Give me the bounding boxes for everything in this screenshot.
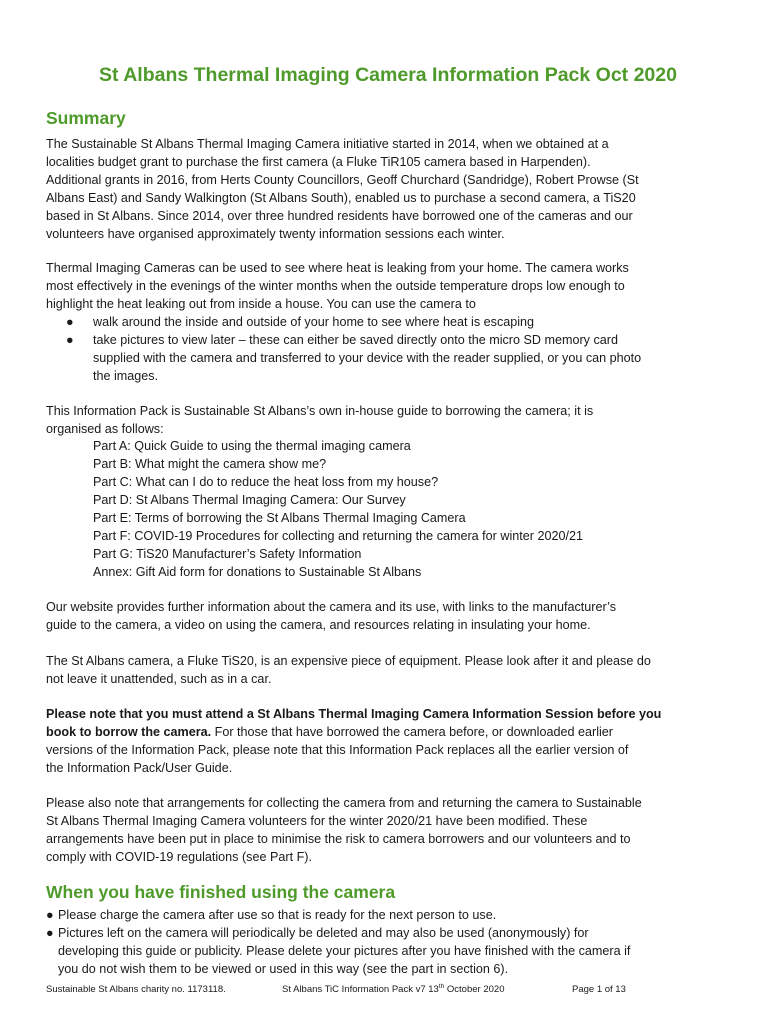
text-line: Thermal Imaging Cameras can be used to see where heat is leaking from your home. The camera works: [46, 261, 629, 275]
camera-uses-list: [46, 313, 730, 385]
text-line: based in St Albans. Since 2014, over three hundred residents have borrowed one of the cameras and our: [46, 209, 633, 223]
text-line: supplied with the camera and transferred to your device with the reader supplied, or you can photo: [93, 351, 642, 365]
text-line: not leave it unattended, such as in a car.: [46, 672, 272, 686]
text-line: take pictures to view later – these can either be saved directly onto the micro SD memory card: [93, 333, 618, 347]
text-line: developing this guide or publicity. Please delete your pictures after you have finished with the camera if: [58, 944, 631, 958]
footer-charity: Sustainable St Albans charity no. 1173118.: [46, 984, 226, 995]
text-line: guide to the camera, a video on using the camera, and resources relating in insulating your home.: [46, 618, 591, 632]
bullet-icon: ●: [46, 908, 54, 922]
text-line: versions of the Information Pack, please note that this Information Pack replaces all the earlier version of: [46, 743, 629, 757]
finished-heading: When you have finished using the camera: [46, 882, 396, 902]
text-line: The Sustainable St Albans Thermal Imaging Camera initiative started in 2014, when we obtained at a: [46, 137, 609, 151]
website-paragraph: [46, 598, 730, 634]
text-line: walk around the inside and outside of your home to see where heat is escaping: [93, 315, 535, 329]
list-item: Part F: COVID-19 Procedures for collecting and returning the camera for winter 2020/21: [93, 529, 583, 543]
info-session-notice: [46, 705, 730, 777]
text-line: Pictures left on the camera will periodically be deleted and may also be used (anonymously) for: [58, 926, 589, 940]
list-item: Part E: Terms of borrowing the St Albans Thermal Imaging Camera: [93, 511, 466, 525]
text-line: [46, 705, 730, 723]
list-item: Part G: TiS20 Manufacturer’s Safety Information: [93, 547, 362, 561]
summary-paragraph-2: [46, 259, 730, 313]
finished-list: [46, 906, 730, 978]
text-line: Please charge the camera after use so that is ready for the next person to use.: [58, 908, 497, 922]
text-line: This Information Pack is Sustainable St Albans’s own in-house guide to borrowing the camera; it is: [46, 404, 594, 418]
text-line: localities budget grant to purchase the first camera (a Fluke TiR105 camera based in Harpenden).: [46, 155, 591, 169]
covid-arrangements-paragraph: [46, 794, 730, 866]
text-line: you do not wish them to be viewed or used in this way (see the part in section 6).: [58, 962, 509, 976]
list-item: Part C: What can I do to reduce the heat loss from my house?: [93, 475, 439, 489]
footer-doc-suffix: October 2020: [444, 984, 505, 995]
list-item: [46, 924, 730, 978]
text-line: [46, 723, 730, 741]
summary-paragraph-1: [46, 135, 730, 243]
text-line: Please also note that arrangements for collecting the camera from and returning the camera to Sustainable: [46, 796, 642, 810]
text-line: Additional grants in 2016, from Herts County Councillors, Geoff Churchard (Sandridge), Robert Prowse (St: [46, 173, 639, 187]
bold-notice: book to borrow the camera.: [46, 725, 212, 739]
text-line: volunteers have organised approximately twenty information sessions each winter.: [46, 227, 505, 241]
text-line: arrangements have been put in place to minimise the risk to camera borrowers and our volunteers and to: [46, 832, 631, 846]
text-line: Albans East) and Sandy Walkington (St Albans South), enabled us to purchase a second camera, a TiS20: [46, 191, 636, 205]
list-item: Part D: St Albans Thermal Imaging Camera: Our Survey: [93, 493, 406, 507]
footer-page-number: Page 1 of 13: [572, 984, 626, 995]
bold-notice: Please note that you must attend a St Albans Thermal Imaging Camera Information Session before you: [46, 707, 662, 721]
text-line: organised as follows:: [46, 422, 164, 436]
bullet-icon: ●: [66, 315, 74, 329]
camera-care-paragraph: [46, 652, 730, 688]
text-line: Our website provides further information about the camera and its use, with links to the manufacturer’s: [46, 600, 617, 614]
text-line: the images.: [93, 369, 159, 383]
bullet-icon: ●: [46, 926, 54, 940]
summary-heading: Summary: [46, 108, 126, 128]
footer-doc-prefix: St Albans TiC Information Pack v7 13: [282, 984, 439, 995]
notice-text: For those that have borrowed the camera before, or downloaded earlier: [211, 725, 613, 739]
text-line: comply with COVID-19 regulations (see Part F).: [46, 850, 312, 864]
text-line: St Albans Thermal Imaging Camera volunteers for the winter 2020/21 have been modified. These: [46, 814, 588, 828]
page-title: St Albans Thermal Imaging Camera Information Pack Oct 2020: [99, 64, 677, 86]
list-item: Annex: Gift Aid form for donations to Sustainable St Albans: [93, 565, 422, 579]
bullet-icon: ●: [66, 333, 74, 347]
footer-document-version: [282, 984, 504, 995]
text-line: the Information Pack/User Guide.: [46, 761, 233, 775]
pack-parts-list: [93, 437, 583, 581]
list-item: Part B: What might the camera show me?: [93, 457, 327, 471]
text-line: highlight the heat leaking out from inside a house. You can use the camera to: [46, 297, 476, 311]
text-line: most effectively in the evenings of the winter months when the outside temperature drops low enough to: [46, 279, 625, 293]
footer-doc-sup: th: [438, 982, 445, 990]
list-item: [46, 331, 730, 385]
list-item: Part A: Quick Guide to using the thermal imaging camera: [93, 439, 411, 453]
text-line: The St Albans camera, a Fluke TiS20, is an expensive piece of equipment. Please look after it and please do: [46, 654, 651, 668]
list-item: [46, 906, 730, 924]
pack-contents-intro: [46, 402, 730, 438]
list-item: [46, 313, 730, 331]
